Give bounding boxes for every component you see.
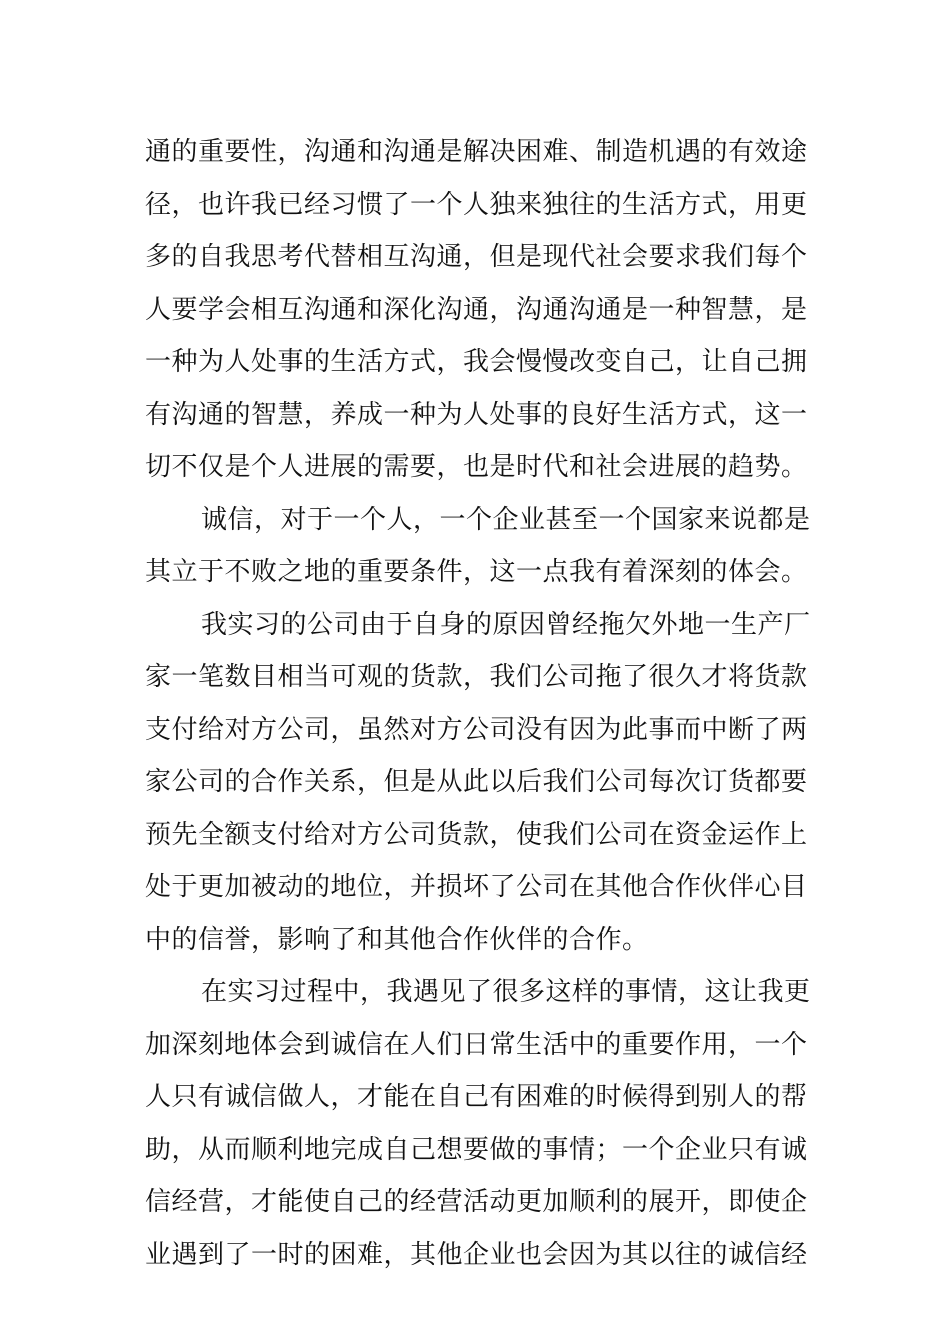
text-line: 助，从而顺利地完成自己想要做的事情；一个企业只有诚 [145,1134,808,1165]
text-line: 信经营，才能使自己的经营活动更加顺利的展开，即使企 [145,1187,808,1217]
text-line: 通的重要性，沟通和沟通是解决困难、制造机遇的有效途 [145,137,808,167]
paragraph-start-line: 在实习过程中，我遇见了很多这样的事情，这让我更 [201,977,811,1007]
text-line: 人只有诚信做人，才能在自己有困难的时候得到别人的帮 [145,1082,808,1112]
text-line: 支付给对方公司，虽然对方公司没有因为此事而中断了两 [145,714,808,745]
text-line: 处于更加被动的地位，并损坏了公司在其他合作伙伴心目 [145,872,808,902]
text-line: 人要学会相互沟通和深化沟通，沟通沟通是一种智慧，是 [145,294,808,325]
text-line: 家公司的合作关系，但是从此以后我们公司每次订货都要 [145,767,808,797]
text-line: 预先全额支付给对方公司货款，使我们公司在资金运作上 [145,819,808,850]
text-line: 其立于不败之地的重要条件，这一点我有着深刻的体会。 [145,557,808,587]
text-line: 一种为人处事的生活方式，我会慢慢改变自己，让自己拥 [145,347,808,377]
text-line: 加深刻地体会到诚信在人们日常生活中的重要作用，一个 [145,1029,808,1060]
text-line: 切不仅是个人进展的需要，也是时代和社会进展的趋势。 [145,452,808,482]
text-line: 中的信誉，影响了和其他合作伙伴的合作。 [145,924,649,955]
text-line: 径，也许我已经习惯了一个人独来独往的生活方式，用更 [145,189,808,220]
paragraph-start-line: 我实习的公司由于自身的原因曾经拖欠外地一生产厂 [201,609,811,640]
text-line: 有沟通的智慧，养成一种为人处事的良好生活方式，这一 [145,399,808,430]
paragraph-start-line: 诚信，对于一个人，一个企业甚至一个国家来说都是 [201,504,811,535]
text-line: 家一笔数目相当可观的货款，我们公司拖了很久才将货款 [145,662,808,692]
document-page [145,126,810,1281]
text-line: 业遇到了一时的困难，其他企业也会因为其以往的诚信经 [145,1239,808,1270]
text-line: 多的自我思考代替相互沟通，但是现代社会要求我们每个 [145,242,808,272]
